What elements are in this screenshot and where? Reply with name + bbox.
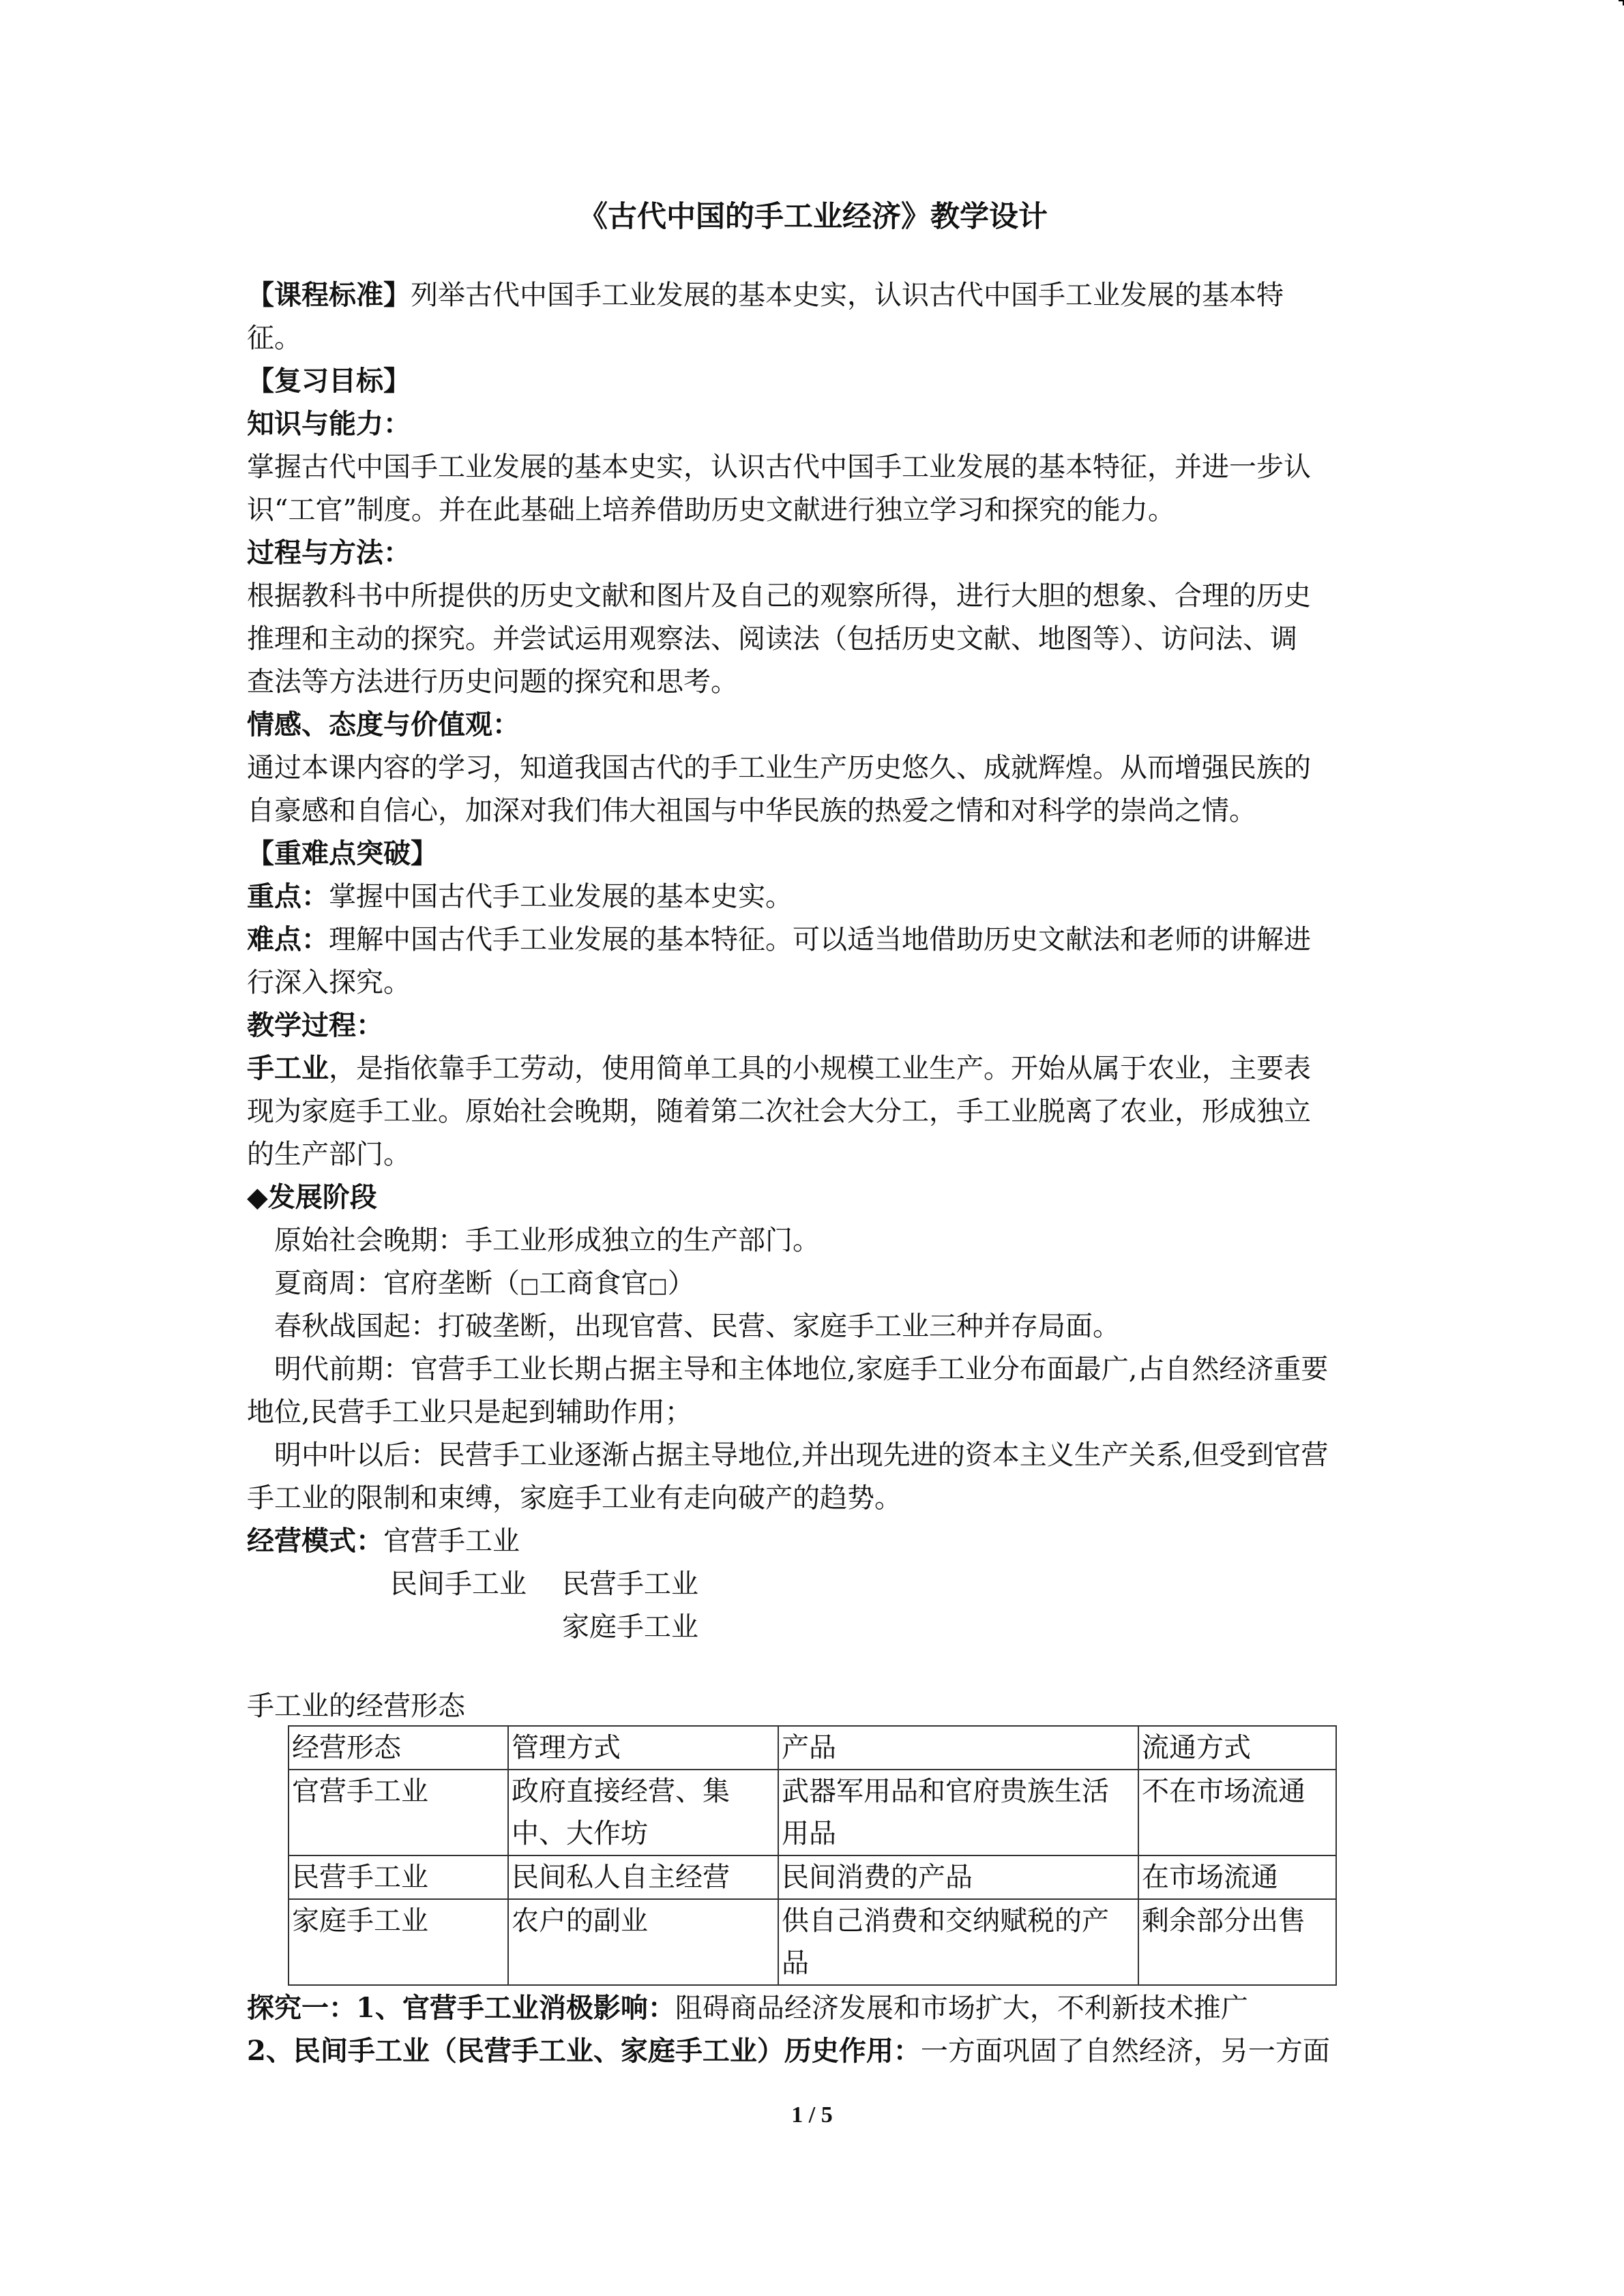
table-cell: 农户的副业: [508, 1899, 778, 1985]
stage-spring-autumn: 春秋战国起：打破垄断，出现官营、民营、家庭手工业三种并存局面。: [274, 1311, 1120, 1342]
table-cell: 武器军用品和官府贵族生活 用品: [778, 1770, 1138, 1855]
emotion-line-2: 自豪感和自信心，加深对我们伟大祖国与中华民族的热爱之情和对科学的崇尚之情。: [247, 795, 1256, 826]
emotion-line-1: 通过本课内容的学习，知道我国古代的手工业生产历史悠久、成就辉煌。从而增强民族的: [247, 752, 1311, 784]
course-standard-label: 【课程标准】: [247, 279, 411, 311]
review-goals-heading: 【复习目标】: [247, 365, 411, 397]
modes-private: 民营手工业: [562, 1568, 698, 1600]
knowledge-line-1: 掌握古代中国手工业发展的基本史实，认识古代中国手工业发展的基本特征，并进一步认: [247, 451, 1311, 483]
page-corner-mark: [1619, 0, 1624, 5]
modes-label: 经营模式：: [247, 1525, 383, 1557]
process-method-line-2: 推理和主动的探究。并尝试运用观察法、阅读法（包括历史文献、地图等）、访问法、调: [247, 623, 1297, 655]
table-row: [289, 1899, 1336, 1985]
table-cell: 民营手工业: [289, 1855, 508, 1899]
process-method-line-1: 根据教科书中所提供的历史文献和图片及自己的观察所得，进行大胆的想象、合理的历史: [247, 580, 1311, 612]
definition-line-1: 手工业，是指依靠手工劳动，使用简单工具的小规模工业生产。开始从属于农业，主要表: [247, 1052, 1311, 1084]
table-row: [289, 1855, 1336, 1899]
focus-line: 重点：掌握中国古代手工业发展的基本史实。: [247, 880, 793, 912]
table-cell: 不在市场流通: [1138, 1770, 1336, 1855]
teaching-process-heading: 教学过程：: [247, 1009, 383, 1041]
modes-line-official: 经营模式：官营手工业: [247, 1525, 520, 1557]
definition-line-3: 的生产部门。: [247, 1139, 411, 1170]
knowledge-line-2: 识“工官”制度。并在此基础上培养借助历史文献进行独立学习和探究的能力。: [247, 494, 1175, 526]
table-cell: 民间消费的产品: [778, 1855, 1138, 1899]
stage-xia-shang-zhou: 夏商周：官府垄断（□工商食官□）: [274, 1268, 695, 1299]
document-title: 《古代中国的手工业经济》教学设计: [578, 200, 1048, 234]
difficulty-line-2: 行深入探究。: [247, 967, 411, 998]
stages-heading: ◆发展阶段: [247, 1181, 377, 1213]
stage-mid-ming-line-1: 明中叶以后：民营手工业逐渐占据主导地位,并出现先进的资本主义生产关系,但受到官营: [274, 1440, 1329, 1471]
table-header-row: [289, 1726, 1336, 1770]
operation-forms-table: [288, 1725, 1337, 1986]
table-header-cell: 产品: [778, 1726, 1138, 1770]
modes-household: 家庭手工业: [562, 1611, 698, 1643]
table-header-cell: 流通方式: [1138, 1726, 1336, 1770]
stage-early-ming-line-2: 地位,民营手工业只是起到辅助作用；: [247, 1397, 692, 1428]
table-cell: 官营手工业: [289, 1770, 508, 1855]
process-method-line-3: 查法等方法进行历史问题的探究和思考。: [247, 666, 738, 698]
stage-mid-ming-line-2: 手工业的限制和束缚，家庭手工业有走向破产的趋势。: [247, 1482, 902, 1514]
table-cell: 民间私人自主经营: [508, 1855, 778, 1899]
modes-folk: 民间手工业: [390, 1568, 527, 1600]
table-header-cell: 管理方式: [508, 1726, 778, 1770]
table-cell: 家庭手工业: [289, 1899, 508, 1985]
inquiry-one-line: 探究一：1、官营手工业消极影响：阻碍商品经济发展和市场扩大，不利新技术推广: [247, 1992, 1248, 2024]
stage-early-ming-line-1: 明代前期：官营手工业长期占据主导和主体地位,家庭手工业分布面最广,占自然经济重要: [274, 1354, 1329, 1385]
stage-primitive: 原始社会晚期：手工业形成独立的生产部门。: [274, 1225, 820, 1256]
table-header-cell: 经营形态: [289, 1726, 508, 1770]
table-row: [289, 1770, 1336, 1855]
missing-glyph-icon: □: [648, 1274, 668, 1298]
table-cell: 政府直接经营、集 中、大作坊: [508, 1770, 778, 1855]
course-standard-line-2: 征。: [247, 323, 301, 354]
missing-glyph-icon: □: [520, 1274, 540, 1298]
knowledge-heading: 知识与能力：: [247, 408, 411, 440]
table-cell: 在市场流通: [1138, 1855, 1336, 1899]
page-number: 1 / 5: [791, 2102, 833, 2128]
inquiry-two-line: 2、民间手工业（民营手工业、家庭手工业）历史作用：一方面巩固了自然经济，另一方面: [247, 2035, 1330, 2067]
table-cell: 剩余部分出售: [1138, 1899, 1336, 1985]
definition-line-2: 现为家庭手工业。原始社会晚期，随着第二次社会大分工，手工业脱离了农业，形成独立: [247, 1096, 1311, 1127]
difficulty-line-1: 难点：理解中国古代手工业发展的基本特征。可以适当地借助历史文献法和老师的讲解进: [247, 923, 1311, 955]
emotion-heading: 情感、态度与价值观：: [247, 709, 520, 741]
table-cell: 供自己消费和交纳赋税的产 品: [778, 1899, 1138, 1985]
table-caption: 手工业的经营形态: [247, 1690, 465, 1722]
process-method-heading: 过程与方法：: [247, 537, 411, 569]
course-standard-line-1: 【课程标准】列举古代中国手工业发展的基本史实，认识古代中国手工业发展的基本特: [247, 279, 1284, 311]
key-points-heading: 【重难点突破】: [247, 837, 438, 869]
